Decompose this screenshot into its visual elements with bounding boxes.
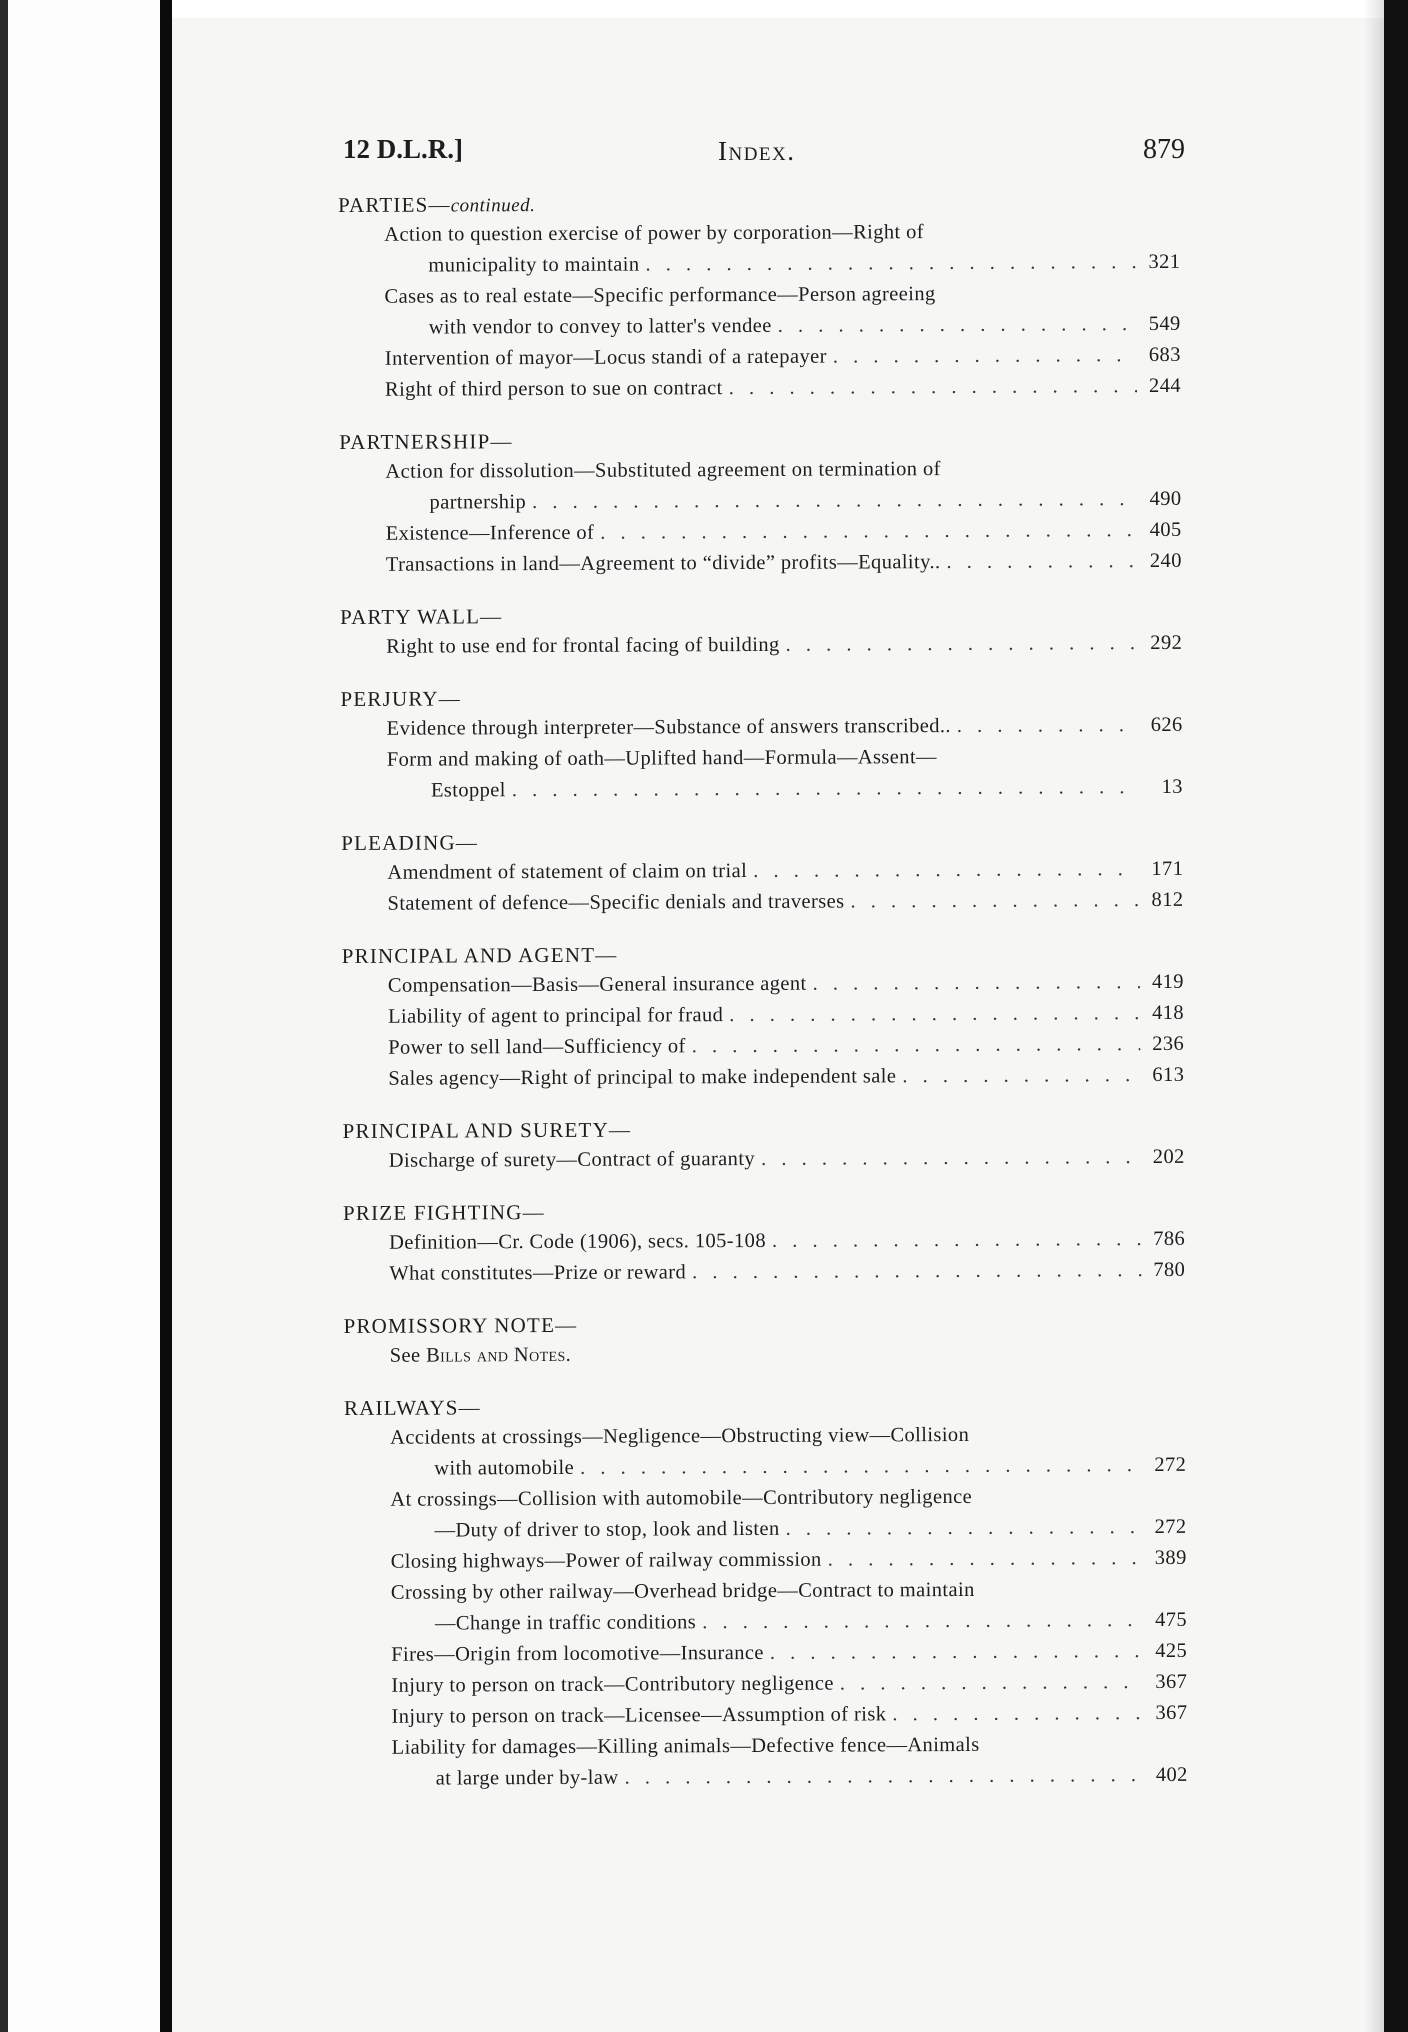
- entry-line-text: Action to question exercise of power by corporation—Right of: [384, 221, 925, 246]
- index-entry: [345, 1667, 1187, 1702]
- index-entry: [341, 741, 1183, 807]
- entry-text: [392, 1729, 1188, 1795]
- entry-line-text: Cases as to real estate—Specific performance—Person agreeing: [384, 283, 936, 308]
- heading-text: PRINCIPAL AND AGENT—: [341, 942, 618, 968]
- index-entry: [339, 453, 1181, 519]
- index-entry: [344, 1481, 1186, 1547]
- entry-line-text: Compensation—Basis—General insurance agent: [387, 972, 807, 997]
- entry-line: [389, 1224, 1185, 1259]
- section-heading: [340, 680, 1182, 714]
- entry-page-number: 389: [1154, 1546, 1187, 1570]
- index-entry: [340, 546, 1182, 581]
- heading-text: PROMISSORY NOTE—: [343, 1312, 578, 1338]
- dot-leader: [532, 484, 1138, 518]
- entry-line: [386, 628, 1182, 663]
- entry-line-text: at large under by-law: [435, 1766, 619, 1790]
- section-heading: [338, 186, 1180, 220]
- entry-page-number: 613: [1152, 1063, 1185, 1087]
- entry-text: [385, 340, 1181, 375]
- index-entry: [339, 371, 1181, 406]
- entry-line-text: Existence—Inference of: [385, 521, 595, 545]
- entry-line: [387, 741, 1183, 776]
- entry-line: [385, 340, 1181, 375]
- entry-line: [390, 1481, 1186, 1516]
- entry-line-text: —Duty of driver to stop, look and listen: [434, 1517, 780, 1542]
- entry-page-number: 321: [1148, 250, 1181, 274]
- index-entry: [342, 1060, 1184, 1095]
- entry-page-number: 418: [1152, 1001, 1185, 1025]
- entry-line-text: Definition—Cr. Code (1906), secs. 105-108: [389, 1229, 767, 1254]
- section-heading: [343, 1194, 1185, 1228]
- entry-text: [388, 1060, 1184, 1095]
- entry-line: [385, 453, 1181, 488]
- entry-line: [392, 1729, 1188, 1764]
- index-entry: [341, 854, 1183, 889]
- entry-page-number: 244: [1148, 374, 1182, 398]
- section-heading: [343, 1112, 1185, 1146]
- entry-text: [384, 216, 1180, 282]
- dot-leader: [772, 1224, 1141, 1257]
- entry-line: [389, 1142, 1185, 1177]
- running-header: [343, 134, 1185, 174]
- entry-line: [385, 309, 1181, 344]
- dot-leader: [761, 1142, 1141, 1175]
- entry-line-text: Power to sell land—Sufficiency of: [388, 1035, 686, 1059]
- entry-line-text: partnership: [429, 491, 527, 514]
- entry-text: [391, 1636, 1187, 1671]
- entry-line: [388, 1060, 1184, 1095]
- entry-text: [386, 546, 1182, 581]
- dot-leader: [833, 340, 1137, 372]
- entry-line-text: Liability for damages—Killing animals—Defective fence—Animals: [391, 1733, 980, 1759]
- entry-line: [384, 216, 1180, 251]
- dot-leader: [957, 710, 1139, 742]
- index-entry: [344, 1419, 1186, 1485]
- dot-leader: [600, 515, 1138, 549]
- entry-text: [388, 967, 1184, 1002]
- entry-line-text: Liability of agent to principal for fraud: [387, 1004, 724, 1028]
- entry-line: [388, 1029, 1184, 1064]
- entry-line-text: Sales agency—Right of principal to make independent sale: [388, 1065, 897, 1090]
- heading-text: PLEADING—: [341, 830, 479, 855]
- entry-page-number: 549: [1148, 312, 1181, 336]
- entry-line: [392, 1760, 1188, 1795]
- entry-page-number: 490: [1149, 487, 1182, 511]
- heading-text: PRINCIPAL AND SURETY—: [342, 1117, 632, 1143]
- entry-line-text: Action for dissolution—Substituted agreement on termination of: [385, 458, 941, 483]
- dot-leader: [786, 628, 1139, 661]
- entry-line: [389, 1255, 1185, 1290]
- entry-line-text: Intervention of mayor—Locus standi of a ratepayer: [384, 345, 827, 370]
- index-section: [343, 1307, 1185, 1372]
- book-right-edge: [1384, 0, 1408, 2032]
- entry-line-text: Closing highways—Power of railway commission: [390, 1548, 822, 1573]
- entry-page-number: 812: [1151, 888, 1184, 912]
- entry-line-text: with automobile: [434, 1456, 575, 1480]
- entry-line: [387, 885, 1183, 920]
- index-entry: [339, 340, 1181, 375]
- dot-leader: [813, 967, 1140, 1000]
- index-entry: [340, 515, 1182, 550]
- heading-text: RAILWAYS—: [343, 1395, 481, 1420]
- index-entry: [342, 998, 1184, 1033]
- entry-line: [390, 1419, 1186, 1454]
- index-section: [338, 186, 1181, 406]
- entry-text: [384, 278, 1180, 344]
- entry-text: [388, 998, 1184, 1033]
- entry-page-number: 419: [1151, 970, 1184, 994]
- entry-line: [384, 247, 1180, 282]
- entry-line: [391, 1667, 1187, 1702]
- entry-line-text: Discharge of surety—Contract of guaranty: [388, 1147, 756, 1172]
- heading-text: PERJURY—: [340, 686, 462, 711]
- entry-line: [385, 484, 1181, 519]
- entry-line: [391, 1605, 1187, 1640]
- dot-leader: [850, 885, 1139, 917]
- entry-line: [391, 1543, 1187, 1578]
- entry-page-number: 780: [1153, 1258, 1186, 1282]
- entry-line-text: Evidence through interpreter—Substance of answers transcribed..: [386, 715, 951, 740]
- entry-page-number: 272: [1154, 1453, 1187, 1477]
- entry-text: [386, 628, 1182, 663]
- entry-page-number: 405: [1149, 518, 1182, 542]
- entry-line: [387, 854, 1183, 889]
- entry-line: [391, 1636, 1187, 1671]
- entry-line-text: Crossing by other railway—Overhead bridge—Contract to maintain: [390, 1578, 975, 1604]
- entry-page-number: 236: [1152, 1032, 1185, 1056]
- dot-leader: [946, 546, 1138, 578]
- entry-line: [388, 967, 1184, 1002]
- index-section: [344, 1389, 1188, 1795]
- entry-page-number: 13: [1161, 775, 1183, 798]
- dot-leader: [770, 1636, 1143, 1669]
- entry-line: [387, 710, 1183, 745]
- index-section: [343, 1194, 1185, 1290]
- dot-leader: [892, 1698, 1143, 1730]
- entry-line: [387, 772, 1183, 807]
- entry-line: [391, 1698, 1187, 1733]
- index-entry: [345, 1698, 1187, 1733]
- dot-leader: [645, 247, 1136, 280]
- entry-text: [389, 1142, 1185, 1177]
- entry-line-text: Estoppel: [430, 779, 506, 802]
- dot-leader: [902, 1060, 1140, 1092]
- entry-text: [388, 1029, 1184, 1064]
- index-entry: [345, 1636, 1187, 1671]
- entry-line-text: municipality to maintain: [428, 253, 640, 277]
- heading-text: PARTIES—: [338, 192, 451, 217]
- dot-leader: [778, 309, 1137, 342]
- entry-page-number: 626: [1150, 713, 1183, 737]
- entry-line-text: Right to use end for frontal facing of building: [386, 633, 780, 658]
- entry-line-text: Statement of defence—Specific denials and traverses: [387, 890, 845, 915]
- entry-line-text: Right of third person to sue on contract: [384, 377, 723, 401]
- facing-page-margin: [8, 0, 160, 2032]
- section-heading: [342, 937, 1184, 971]
- cross-reference: [344, 1337, 1186, 1372]
- entry-page-number: 786: [1153, 1227, 1186, 1251]
- entry-line-text: Injury to person on track—Licensee—Assumption of risk: [391, 1703, 887, 1728]
- entry-text: [385, 371, 1181, 406]
- entry-text: [390, 1481, 1186, 1547]
- entry-line-text: —Change in traffic conditions: [434, 1611, 697, 1635]
- page-edge-shadow: [1364, 0, 1384, 2032]
- heading-text: PARTNERSHIP—: [339, 429, 513, 454]
- entry-text: [391, 1574, 1187, 1640]
- dot-leader: [692, 1029, 1141, 1062]
- index-entry: [343, 1142, 1185, 1177]
- entry-text: [386, 515, 1182, 550]
- dot-leader: [729, 998, 1140, 1031]
- page-number: 879: [1143, 134, 1185, 165]
- entry-line-text: Form and making of oath—Uplifted hand—Formula—Assent—: [386, 746, 937, 771]
- entry-line: [390, 1450, 1186, 1485]
- dot-leader: [828, 1543, 1143, 1576]
- entry-page-number: 402: [1155, 1763, 1188, 1787]
- index-section: [339, 423, 1182, 581]
- entry-line-text: Accidents at crossings—Negligence—Obstructing view—Collision: [390, 1423, 970, 1449]
- section-heading: [344, 1389, 1186, 1423]
- index-entry: [338, 216, 1180, 282]
- index-section: [342, 937, 1185, 1095]
- dot-leader: [580, 1450, 1142, 1484]
- dot-leader: [624, 1760, 1143, 1794]
- entry-text: [391, 1543, 1187, 1578]
- section-heading: [339, 423, 1181, 457]
- entry-line: [385, 371, 1181, 406]
- index-entry: [341, 885, 1183, 920]
- entry-line: [388, 998, 1184, 1033]
- entry-page-number: 272: [1154, 1515, 1187, 1539]
- heading-continued-note: continued.: [450, 195, 536, 217]
- index-section: [340, 680, 1183, 807]
- entry-page-number: 683: [1148, 343, 1181, 367]
- entry-line-text: Amendment of statement of claim on trial: [387, 860, 748, 884]
- entry-text: [390, 1419, 1186, 1485]
- entry-page-number: 171: [1151, 857, 1184, 881]
- entry-line: [386, 546, 1182, 581]
- entry-line-text: At crossings—Collision with automobile—Contributory negligence: [390, 1485, 973, 1511]
- dot-leader: [692, 1255, 1141, 1288]
- index-entry: [342, 967, 1184, 1002]
- entry-text: [387, 710, 1183, 745]
- index-entry: [345, 1574, 1187, 1640]
- entry-line: [386, 515, 1182, 550]
- entry-page-number: 425: [1155, 1639, 1188, 1663]
- dot-leader: [753, 854, 1139, 887]
- index-section: [341, 824, 1183, 920]
- entry-text: [387, 741, 1183, 807]
- entry-text: [387, 885, 1183, 920]
- entry-page-number: 202: [1152, 1145, 1185, 1169]
- index-entry: [340, 628, 1182, 663]
- entry-text: [391, 1667, 1187, 1702]
- index-entry: [346, 1729, 1188, 1795]
- heading-text: PRIZE FIGHTING—: [342, 1200, 545, 1225]
- entry-line-text: Injury to person on track—Contributory negligence: [391, 1672, 834, 1697]
- index-entry: [341, 710, 1183, 745]
- entry-line-text: What constitutes—Prize or reward: [389, 1261, 687, 1285]
- entry-text: [389, 1224, 1185, 1259]
- dot-leader: [786, 1512, 1143, 1545]
- index-section: [340, 598, 1182, 663]
- index-body: [338, 186, 1188, 1816]
- section-heading: [340, 598, 1182, 632]
- entry-page-number: 367: [1155, 1701, 1188, 1725]
- dot-leader: [512, 772, 1139, 806]
- entry-line-text: with vendor to convey to latter's vendee: [428, 314, 772, 339]
- entry-text: [387, 854, 1183, 889]
- entry-text: [389, 1255, 1185, 1290]
- dot-leader: [702, 1605, 1143, 1638]
- index-entry: [343, 1224, 1185, 1259]
- entry-line: [390, 1512, 1186, 1547]
- entry-text: [391, 1698, 1187, 1733]
- entry-page-number: 240: [1149, 549, 1182, 573]
- index-section: [343, 1112, 1185, 1177]
- dot-leader: [729, 371, 1137, 404]
- page-title: Index.: [718, 136, 796, 166]
- see-target: Bills and Notes.: [425, 1343, 572, 1367]
- entry-page-number: 292: [1150, 631, 1183, 655]
- entry-line: [384, 278, 1180, 313]
- section-heading: [343, 1307, 1185, 1341]
- dot-leader: [840, 1667, 1144, 1699]
- heading-text: PARTY WALL—: [340, 604, 503, 629]
- index-entry: [343, 1255, 1185, 1290]
- entry-line-text: Fires—Origin from locomotive—Insurance: [391, 1641, 764, 1666]
- index-entry: [342, 1029, 1184, 1064]
- see-prefix: See: [389, 1344, 421, 1367]
- book-left-edge: [0, 0, 8, 2032]
- book-gutter: [160, 0, 172, 2032]
- entry-line-text: Transactions in land—Agreement to “divide” profits—Equality..: [385, 551, 941, 576]
- section-heading: [341, 824, 1183, 858]
- entry-text: [385, 453, 1181, 519]
- entry-line: [391, 1574, 1187, 1609]
- entry-page-number: 475: [1154, 1608, 1188, 1632]
- index-entry: [345, 1543, 1187, 1578]
- entry-page-number: 367: [1155, 1670, 1188, 1694]
- volume-reference: 12 D.L.R.]: [343, 134, 463, 164]
- index-entry: [338, 278, 1180, 344]
